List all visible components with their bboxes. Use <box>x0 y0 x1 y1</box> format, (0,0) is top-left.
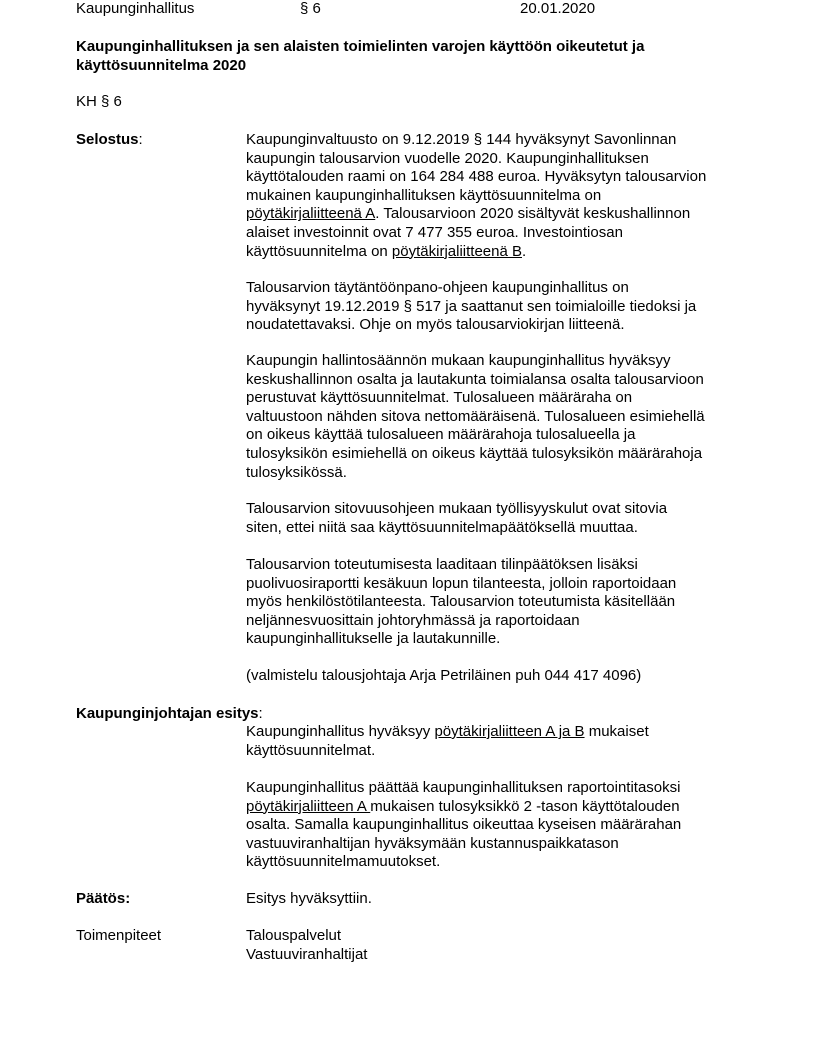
paragraph-line <box>246 798 746 817</box>
paragraph-line: käyttösuunnitelmat. <box>246 741 376 759</box>
paragraph-line: Kaupunginvaltuusto on 9.12.2019 § 144 hyväksynyt Savonlinnan <box>246 131 677 148</box>
section-reference: KH § 6 <box>76 93 122 110</box>
selostus-paragraph-1 <box>246 131 746 261</box>
document-title-line: käyttösuunnitelma 2020 <box>76 56 247 74</box>
toimenpiteet-list <box>246 927 746 964</box>
paragraph-line: hyväksynyt 19.12.2019 § 517 ja saattanut sen toimialoille tiedoksi ja <box>246 297 697 315</box>
paragraph-line: perustuvat käyttösuunnitelmat. Tulosalueen määräraha on <box>246 389 633 407</box>
action-recipient: Talouspalvelut <box>246 927 342 944</box>
paragraph-line: noudatettavaksi. Ohje on myös talousarviokirjan liitteenä. <box>246 316 625 334</box>
document-title-line: Kaupunginhallituksen ja sen alaisten toimielinten varojen käyttöön oikeutetut ja <box>76 38 645 55</box>
selostus-label-text: Selostus <box>76 131 139 148</box>
selostus-paragraph-5 <box>246 556 746 649</box>
paragraph-line: mukainen kaupunginhallituksen käyttösuunnitelma on <box>246 186 602 204</box>
action-recipient: Vastuuviranhaltijat <box>246 945 368 963</box>
esitys-label-colon: : <box>258 705 263 722</box>
selostus-label <box>76 131 143 150</box>
paragraph-text: mukaiset <box>584 723 649 740</box>
paragraph-line: tulosyksikössä. <box>246 463 347 481</box>
paragraph-line: Talousarvion sitovuusohjeen mukaan työllisyyskulut ovat sitovia <box>246 500 668 517</box>
attachment-a-b-link[interactable]: pöytäkirjaliitteen A ja B <box>434 723 585 740</box>
selostus-paragraph-2 <box>246 279 746 335</box>
esitys-paragraph-1 <box>246 723 746 760</box>
attachment-b-link[interactable]: pöytäkirjaliitteenä B <box>391 242 522 260</box>
paragraph-line: osalta. Samalla kaupunginhallitus oikeuttaa kyseisen määrärahan <box>246 816 682 834</box>
header-section-number: § 6 <box>300 0 321 17</box>
paragraph-text: . <box>522 242 527 260</box>
paragraph-line: Talousarvion täytäntöönpano-ohjeen kaupunginhallitus on <box>246 279 629 296</box>
paragraph-text: . Talousarvioon 2020 sisältyvät keskushallinnon <box>375 205 691 223</box>
esitys-label-text: Kaupunginjohtajan esitys <box>76 705 259 722</box>
paragraph-line: kaupunginhallitukselle ja lautakunnille. <box>246 630 501 648</box>
paragraph-line: käyttösuunnitelmamuutokset. <box>246 853 441 871</box>
document-title <box>76 38 644 75</box>
paragraph-line: Kaupunginhallitus päättää kaupunginhallituksen raportointitasoksi <box>246 779 681 796</box>
paragraph-line: vastuuviranhaltijan hyväksymään kustannuspaikkatason <box>246 834 619 852</box>
paragraph-line: käyttötalouden raami on 164 284 488 euroa. Hyväksytyn talousarvion <box>246 168 707 186</box>
selostus-label-colon: : <box>138 131 143 148</box>
paragraph-line: Kaupungin hallintosäännön mukaan kaupunginhallitus hyväksyy <box>246 352 671 369</box>
paragraph-line: puolivuosiraportti kesäkuun lopun tilanteesta, jolloin raportoidaan <box>246 574 677 592</box>
paragraph-line <box>246 723 746 742</box>
esitys-paragraph-2 <box>246 779 746 872</box>
paatos-text-block <box>246 890 746 909</box>
esitys-label <box>76 705 263 724</box>
paragraph-line <box>246 243 746 262</box>
selostus-paragraph-3 <box>246 352 746 482</box>
paragraph-text: Kaupunginhallitus hyväksyy <box>246 723 435 740</box>
decision-text: Esitys hyväksyttiin. <box>246 890 372 907</box>
paragraph-line: valtuustoon nähden sitova nettomääräisenä. Tulosalueen esimiehellä <box>246 407 705 425</box>
paragraph-line: on oikeus käyttää tulosalueen määrärahoja tulosalueella ja <box>246 426 636 444</box>
header-organ: Kaupunginhallitus <box>76 0 195 17</box>
selostus-paragraph-4 <box>246 500 746 537</box>
paragraph-line: Talousarvion toteutumisesta laaditaan tilinpäätöksen lisäksi <box>246 556 638 573</box>
paragraph-line: (valmistelu talousjohtaja Arja Petriläinen puh 044 417 4096) <box>246 667 642 684</box>
paragraph-line <box>246 205 746 224</box>
attachment-a-link[interactable]: pöytäkirjaliitteenä A <box>246 205 376 223</box>
paragraph-text: mukaisen tulosyksikkö 2 -tason käyttötalouden <box>370 797 680 815</box>
paragraph-text: käyttösuunnitelma on <box>246 242 392 260</box>
paragraph-line: neljännesvuosittain johtoryhmässä ja raportoidaan <box>246 611 580 629</box>
header-date: 20.01.2020 <box>520 0 596 17</box>
paragraph-line: keskushallinnon osalta ja lautakunta toimialansa osalta talousarvioon <box>246 370 704 388</box>
paragraph-line: alaiset investoinnit ovat 7 477 355 euroa. Investointiosan <box>246 223 623 241</box>
paragraph-line: tulosyksikön esimiehellä on oikeus käyttää tulosyksikön määrärahoja <box>246 444 703 462</box>
paragraph-line: kaupungin talousarvion vuodelle 2020. Kaupunginhallituksen <box>246 149 649 167</box>
paatos-label: Päätös: <box>76 890 131 907</box>
paragraph-line: myös henkilöstötilanteesta. Talousarvion toteutumista käsitellään <box>246 593 676 611</box>
attachment-a-link[interactable]: pöytäkirjaliitteen A <box>246 797 371 815</box>
paragraph-line: siten, ettei niitä saa käyttösuunnitelmapäätöksellä muuttaa. <box>246 518 638 536</box>
preparer-note <box>246 667 746 686</box>
toimenpiteet-label: Toimenpiteet <box>76 927 162 944</box>
